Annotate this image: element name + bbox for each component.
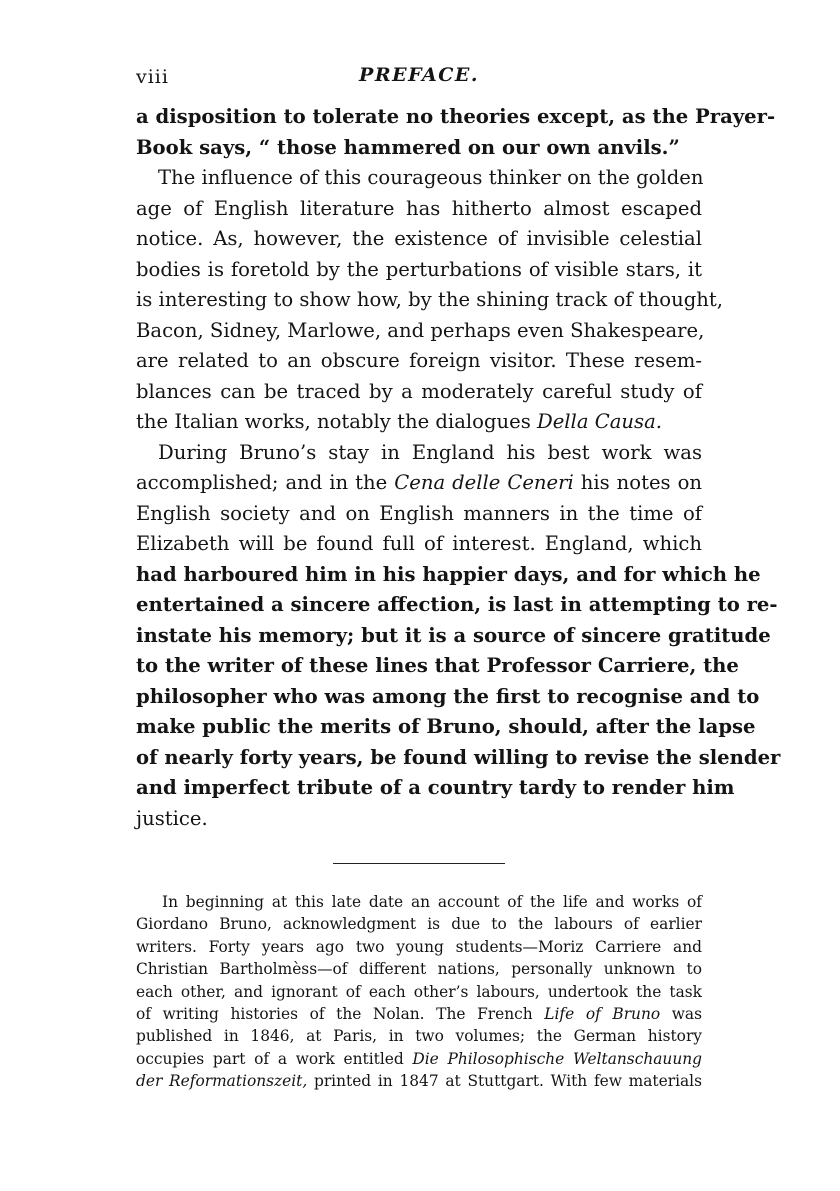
text-line: Elizabeth will be found full of interest. England, which [136, 532, 702, 555]
footnote-line: Christian Bartholmèss—of different nations, personally unknown to [136, 960, 702, 979]
footnote-line [136, 1048, 702, 1070]
italic-title: Life of Bruno [544, 1004, 661, 1023]
italic-title: der Reformationszeit, [136, 1072, 308, 1091]
text-line: to the writer of these lines that Professor Carriere, the [136, 654, 739, 677]
text-line: had harboured him in his happier days, and for which he [136, 562, 761, 586]
text-line: Bacon, Sidney, Marlowe, and perhaps even Shakespeare, [136, 318, 705, 342]
text-run: occupies part of a work entitled [136, 1049, 413, 1068]
text-run: the Italian works, notably the dialogues [136, 410, 537, 433]
text-line [136, 468, 702, 499]
text-line: Book says, “ those hammered on our own anvils.” [136, 135, 680, 159]
text-line [136, 407, 702, 438]
body-text [136, 102, 781, 834]
italic-title: Die Philosophische Weltanschauung [412, 1049, 702, 1068]
text-line: instate his memory; but it is a source of sincere gratitude [136, 623, 771, 647]
section-divider [333, 863, 505, 864]
italic-title: Cena delle Ceneri [394, 471, 574, 494]
text-line: justice. [136, 806, 208, 830]
text-line: blances can be traced by a moderately careful study of [136, 379, 702, 403]
footnote-line: published in 1846, at Paris, in two volumes; the German history [136, 1027, 702, 1046]
footnote-line: each other, and ignorant of each other’s labours, undertook the task [136, 982, 702, 1001]
text-line: notice. As, however, the existence of invisible celestial [136, 227, 702, 250]
footnote [136, 891, 702, 1093]
text-line: of nearly forty years, be found willing to revise the slender [136, 745, 781, 769]
text-run: printed in 1847 at Stuttgart. With few materials [307, 1072, 702, 1091]
text-run: accomplished; and in the [136, 471, 395, 494]
text-run: was [660, 1004, 702, 1023]
text-line: The influence of this courageous thinker on the golden [158, 166, 704, 189]
text-line: bodies is foretold by the perturbations of visible stars, it [136, 257, 702, 281]
text-line: make public the merits of Bruno, should, after the lapse [136, 715, 756, 738]
footnote-line [136, 1070, 702, 1092]
running-title: PREFACE. [359, 64, 479, 86]
page-number: viii [136, 66, 169, 88]
italic-title: Della Causa. [536, 410, 662, 433]
footnote-line: In beginning at this late date an account of the life and works of [162, 893, 702, 911]
footnote-line: writers. Forty years ago two young students—Moriz Carriere and [136, 937, 702, 956]
text-line: philosopher who was among the first to recognise and to [136, 684, 760, 708]
text-line: is interesting to show how, by the shining track of thought, [136, 288, 723, 311]
book-page [136, 64, 781, 1093]
text-line: English society and on English manners in the time of [136, 501, 702, 525]
text-line: age of English literature has hitherto almost escaped [136, 196, 702, 220]
text-line: entertained a sincere affection, is last in attempting to re- [136, 593, 778, 616]
text-run: his notes on [573, 471, 703, 494]
text-line: a disposition to tolerate no theories except, as the Prayer- [136, 105, 776, 128]
footnote-line: Giordano Bruno, acknowledgment is due to the labours of earlier [136, 915, 702, 934]
running-head [136, 64, 702, 94]
text-run: of writing histories of the Nolan. The French [136, 1004, 545, 1023]
text-line: are related to an obscure foreign visitor. These resem- [136, 349, 702, 372]
text-line: During Bruno’s stay in England his best work was [158, 440, 702, 464]
footnote-line [136, 1003, 702, 1025]
text-line: and imperfect tribute of a country tardy to render him [136, 776, 735, 799]
